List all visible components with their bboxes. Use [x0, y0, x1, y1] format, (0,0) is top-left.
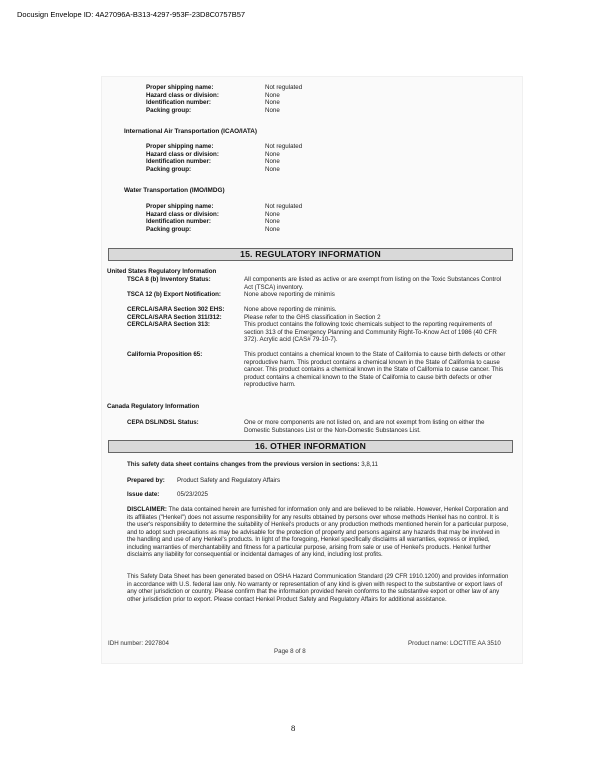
changes-text: This safety data sheet contains changes from the previous version in sections: — [127, 461, 360, 468]
air-id-label: Identification number: — [146, 158, 211, 166]
osha-paragraph: This Safety Data Sheet has been generated based on OSHA Hazard Communication Standard (29 CFR 1910.1200) and provides information in accordance with U.S. federal law only. No warranty or representation of any kind is given with respect to the substantive or export laws of any other jurisdiction or country. Please confirm that the information provided herein conforms to the substantive export or other law of any other jurisdiction prior to export. Please contact Henkel Product Safety and Regulatory Affairs for additional assistance. — [127, 573, 509, 603]
idh-number: IDH number: 2927804 — [108, 640, 169, 647]
disclaimer-label: DISCLAIMER: — [127, 506, 167, 513]
cercla302-value: None above reporting de minimis. — [244, 306, 337, 313]
cercla311-value: Please refer to the GHS classification in Section 2 — [244, 313, 381, 321]
product-name: Product name: LOCTITE AA 3510 — [408, 640, 501, 647]
section-15-header: 15. REGULATORY INFORMATION — [108, 248, 513, 261]
cepa-value: One or more components are not listed on, and are not exempt from listing on either the Domestic Substances List or the Non-Domestic Substances List. — [244, 419, 485, 434]
changes-value: 3,8,11 — [361, 461, 378, 468]
cercla313-label: CERCLA/SARA Section 313: — [127, 321, 210, 329]
us-regulatory-heading: United States Regulatory Information — [107, 268, 217, 275]
page-number: 8 — [291, 723, 296, 733]
ground-packing-value: None — [265, 106, 280, 114]
water-id-label: Identification number: — [146, 218, 211, 226]
tsca8-label: TSCA 8 (b) Inventory Status: — [127, 276, 211, 283]
ground-shipping-label: Proper shipping name: — [146, 84, 214, 91]
water-transport-list — [146, 203, 302, 233]
cepa-list — [127, 419, 511, 434]
cercla311-label: CERCLA/SARA Section 311/312: — [127, 313, 222, 321]
water-shipping-value: Not regulated — [265, 203, 303, 210]
prepared-value: Product Safety and Regulatory Affairs — [177, 477, 281, 484]
page-of-pages: Page 8 of 8 — [274, 648, 306, 655]
air-hazard-value: None — [265, 150, 280, 158]
prepared-label: Prepared by: — [127, 477, 165, 484]
water-hazard-label: Hazard class or division: — [146, 210, 219, 218]
air-transport-list — [146, 143, 302, 173]
ground-transport-list — [146, 84, 302, 114]
air-packing-value: None — [265, 165, 280, 173]
prepared-row — [127, 477, 507, 485]
issue-date-value: 05/23/2025 — [177, 491, 208, 498]
canada-regulatory-heading: Canada Regulatory Information — [107, 403, 200, 410]
ground-id-label: Identification number: — [146, 99, 211, 107]
tsca-list — [127, 276, 511, 299]
water-id-value: None — [265, 218, 280, 226]
section-16-header: 16. OTHER INFORMATION — [108, 440, 513, 453]
california-label: California Proposition 65: — [127, 351, 203, 358]
disclaimer-paragraph — [127, 506, 509, 559]
water-hazard-value: None — [265, 210, 280, 218]
california-list — [127, 351, 511, 389]
cercla-list — [127, 306, 511, 344]
ground-shipping-value: Not regulated — [265, 84, 303, 91]
issue-date-label: Issue date: — [127, 491, 160, 498]
tsca8-value: All components are listed as active or are exempt from listing on the Toxic Substances Control Act (TSCA) inventory. — [244, 276, 502, 291]
air-transport-heading: International Air Transportation (ICAO/IATA) — [124, 128, 258, 135]
tsca12-label: TSCA 12 (b) Export Notification: — [127, 291, 221, 299]
air-packing-label: Packing group: — [146, 165, 192, 173]
california-value: This product contains a chemical known to the State of California to cause birth defects or other reproductive harm. This product contains a chemical known in the State of California to cause cancer. This product contains a chemical known in the State of California to cause cancer. This product contains a chemical known to the State of California to cause birth defects or other reproductive harm. — [244, 351, 506, 389]
cercla302-label: CERCLA/SARA Section 302 EHS: — [127, 306, 225, 313]
changes-line — [127, 461, 378, 468]
water-packing-value: None — [265, 225, 280, 233]
air-id-value: None — [265, 158, 280, 166]
ground-packing-label: Packing group: — [146, 106, 192, 114]
air-shipping-label: Proper shipping name: — [146, 143, 214, 150]
issue-row — [127, 491, 507, 499]
ground-id-value: None — [265, 99, 280, 107]
tsca12-value: None above reporting de minimis — [244, 291, 335, 299]
water-shipping-label: Proper shipping name: — [146, 203, 214, 210]
cercla313-value: This product contains the following toxic chemicals subject to the reporting requirements of section 313 of the Emergency Planning and Community Right-To-Know Act of 1986 (40 CFR 372). Acrylic acid (CAS# 79-10-7). — [244, 321, 497, 344]
ground-hazard-label: Hazard class or division: — [146, 91, 219, 99]
air-hazard-label: Hazard class or division: — [146, 150, 219, 158]
water-packing-label: Packing group: — [146, 225, 192, 233]
cepa-label: CEPA DSL/NDSL Status: — [127, 419, 199, 426]
air-shipping-value: Not regulated — [265, 143, 303, 150]
water-transport-heading: Water Transportation (IMO/IMDG) — [124, 187, 225, 194]
disclaimer-text: The data contained herein are furnished for information only and are believed to be reliable. However, Henkel Corporation and its affiliates ("Henkel") does not assume responsibility for any results obtained by persons over whose methods Henkel has no control. It is the user's responsibility to determine the suitability of Henkel's products or any production methods mentioned herein for a particular purpose, and to adopt such precautions as may be advisable for the protection of property and persons against any hazards that may be involved in the handling and use of any Henkel's products. In light of the foregoing, Henkel specifically disclaims all warranties, express or implied, including warranties of merchantability and fitness for a particular purpose, arising from sale or use of Henkel's products. Henkel further disclaims any liability for consequential or incidental damages of any kind, including lost profits. — [127, 506, 509, 559]
envelope-id: Docusign Envelope ID: 4A27096A-B313-4297-953F-23D8C0757B57 — [17, 10, 246, 19]
ground-hazard-value: None — [265, 91, 280, 99]
